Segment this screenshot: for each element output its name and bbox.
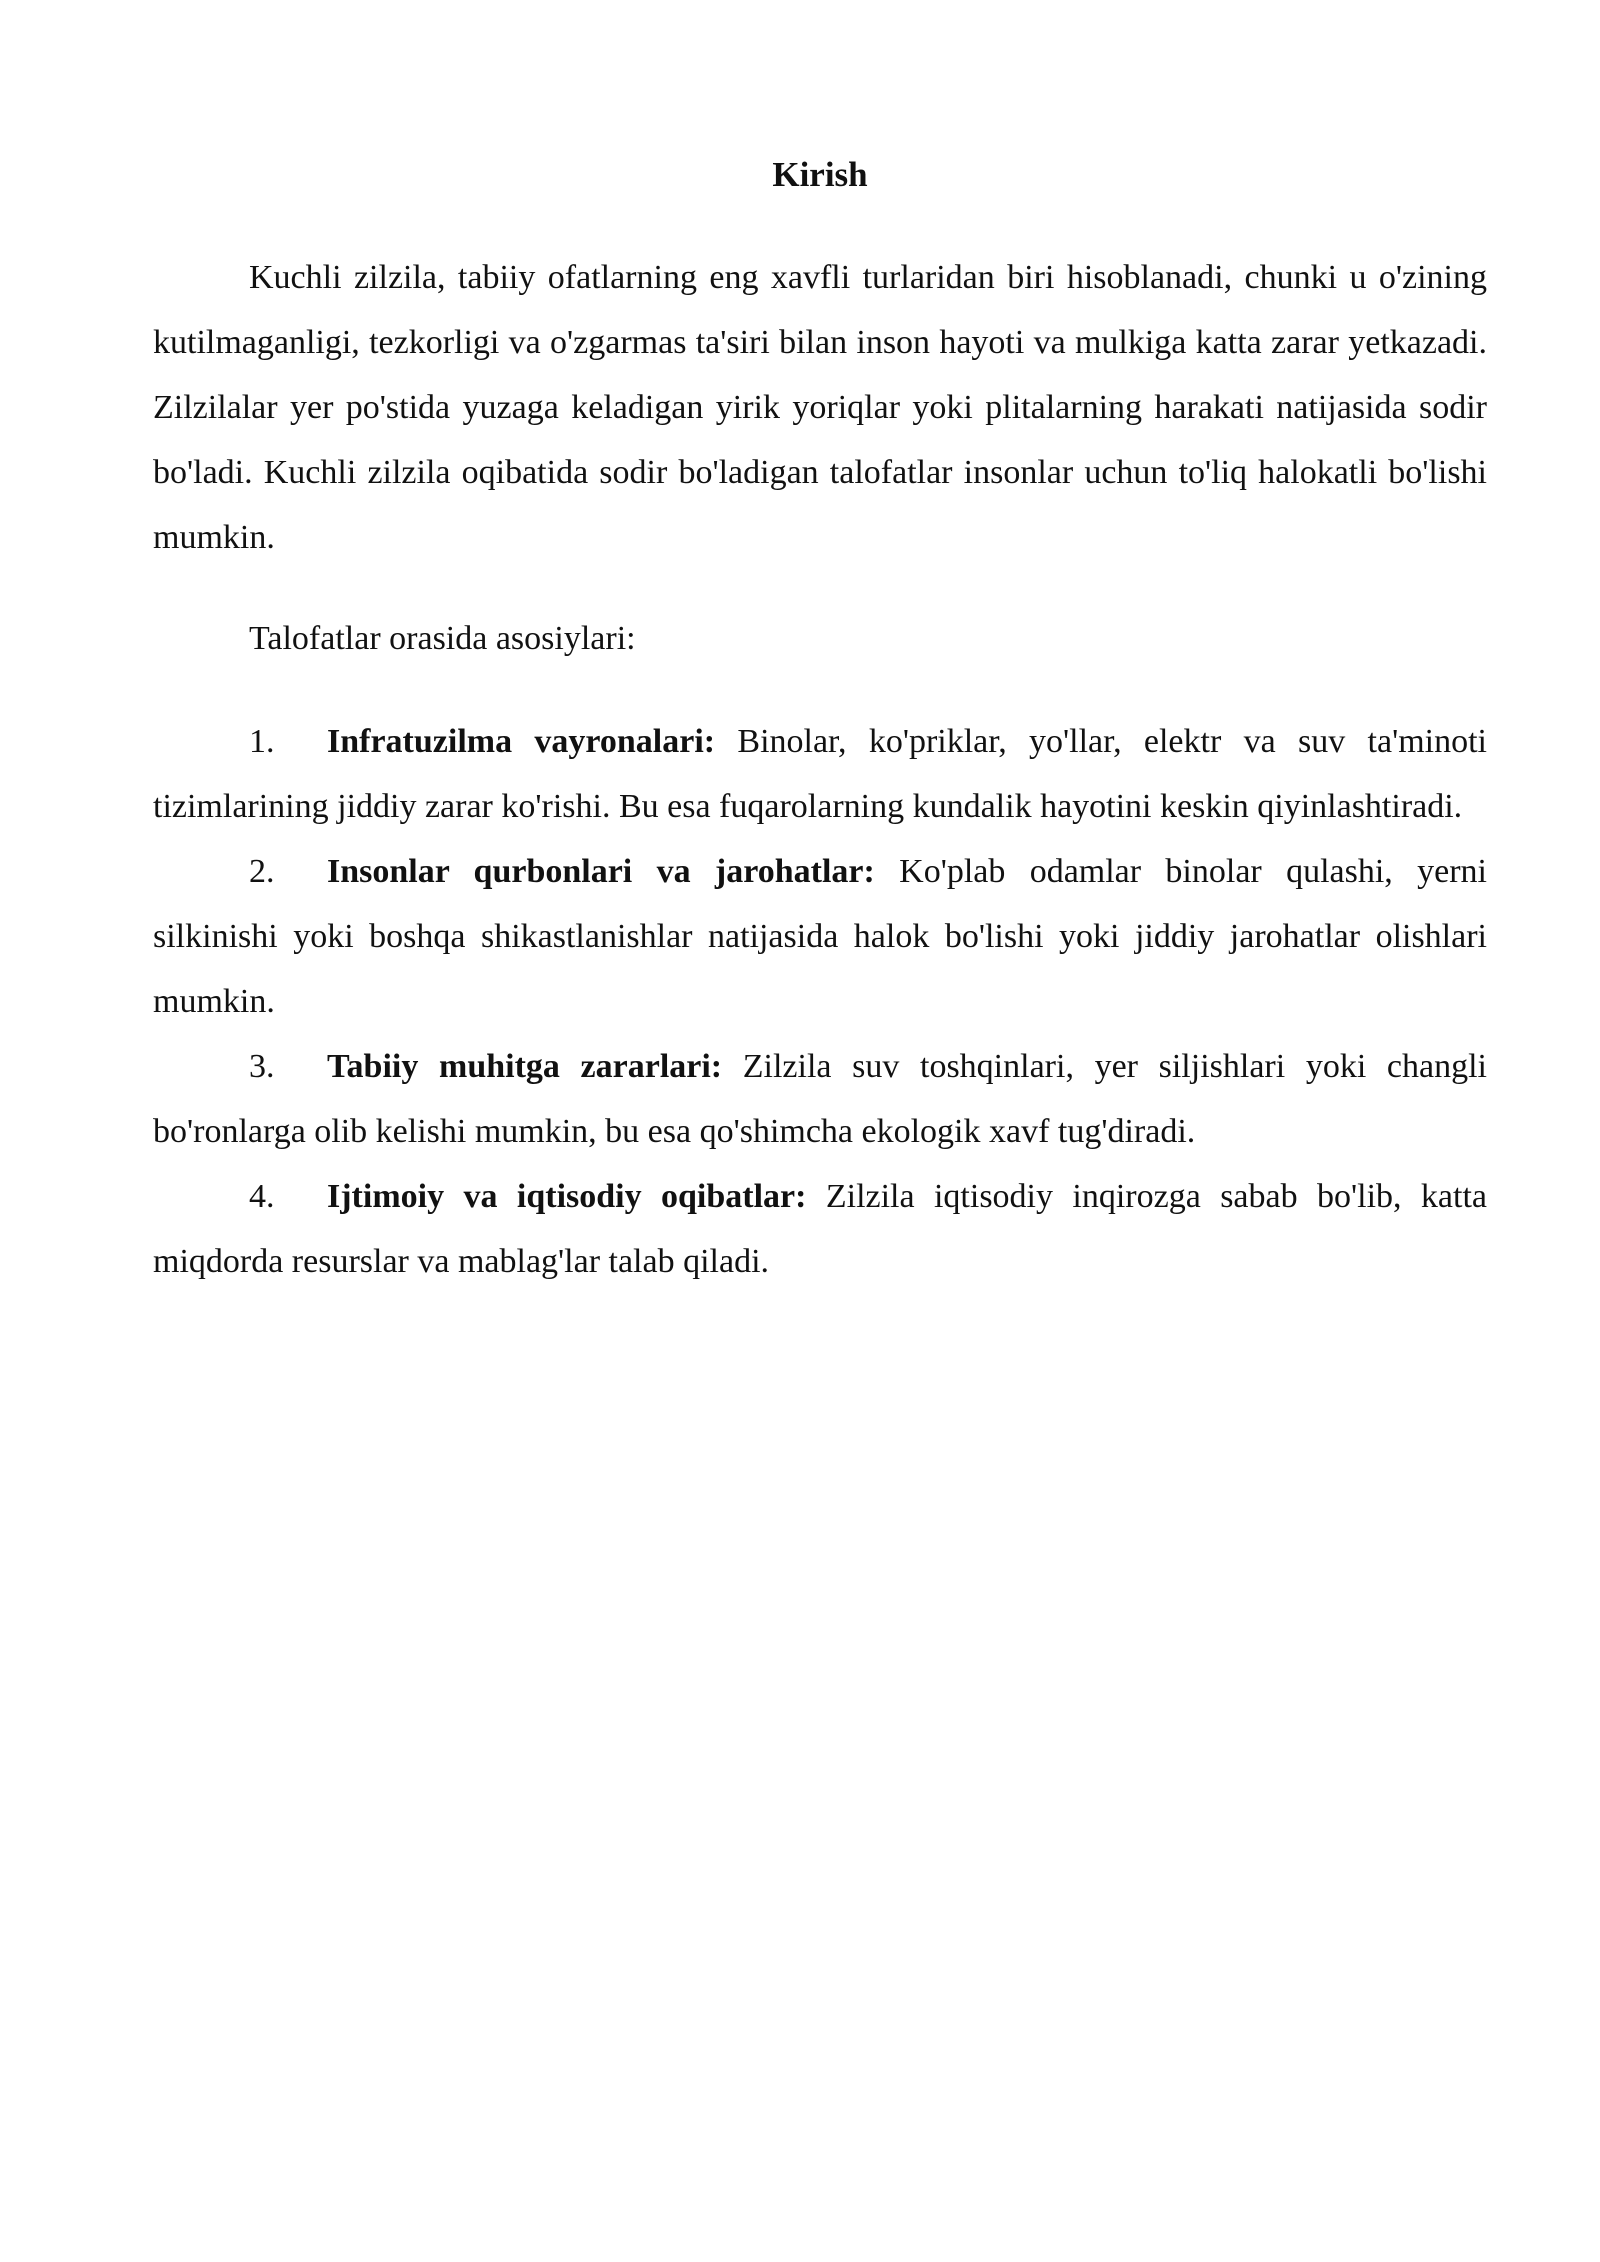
document-body [153,142,1487,1294]
consequences-list [153,709,1487,1294]
list-item [153,709,1487,839]
list-item [153,1034,1487,1164]
list-item-number: 1. [249,723,275,760]
list-item-text: Binolar, ko'priklar, yo'llar, elektr va suv ta'minoti tizimlarining jiddiy zarar ko'rishi. Bu esa fuqarolarning kundalik hayotini keskin qiyinlashtiradi. [153,723,1487,825]
list-item-text: Zilzila iqtisodiy inqirozga sabab bo'lib, katta miqdorda resurslar va mablag'lar talab qiladi. [153,1178,1488,1280]
list-item [153,839,1487,1034]
list-item-text: Zilzila suv toshqinlari, yer siljishlari yoki changli bo'ronlarga olib kelishi mumkin, bu esa qo'shimcha ekologik xavf tug'diradi. [153,1048,1487,1150]
list-item-number: 3. [249,1048,275,1085]
list-item [153,1164,1487,1294]
list-item-number: 2. [249,853,275,890]
list-item-heading: Insonlar qurbonlari va jarohatlar: [327,853,875,890]
list-item-heading: Infratuzilma vayronalari: [327,723,716,760]
document-title: Kirish [772,155,868,194]
list-lead: Talofatlar orasida asosiylari: [249,620,636,657]
list-item-heading: Ijtimoiy va iqtisodiy oqibatlar: [327,1178,807,1215]
list-item-text: Ko'plab odamlar binolar qulashi, yerni silkinishi yoki boshqa shikastlanishlar natijasida halok bo'lishi yoki jiddiy jarohatlar olishlari mumkin. [153,853,1487,1020]
list-item-number: 4. [249,1178,275,1215]
intro-paragraph: Kuchli zilzila, tabiiy ofatlarning eng xavfli turlaridan biri hisoblanadi, chunki u o'zining kutilmaganligi, tezkorligi va o'zgarmas ta'siri bilan inson hayoti va mulkiga katta zarar yetkazadi. Zilzilalar yer po'stida yuzaga keladigan yirik yoriqlar yoki plitalarning harakati natijasida sodir bo'ladi. Kuchli zilzila oqibatida sodir bo'ladigan talofatlar insonlar uchun to'liq halokatli bo'lishi mumkin. [153,259,1487,556]
list-item-heading: Tabiiy muhitga zararlari: [327,1048,723,1085]
